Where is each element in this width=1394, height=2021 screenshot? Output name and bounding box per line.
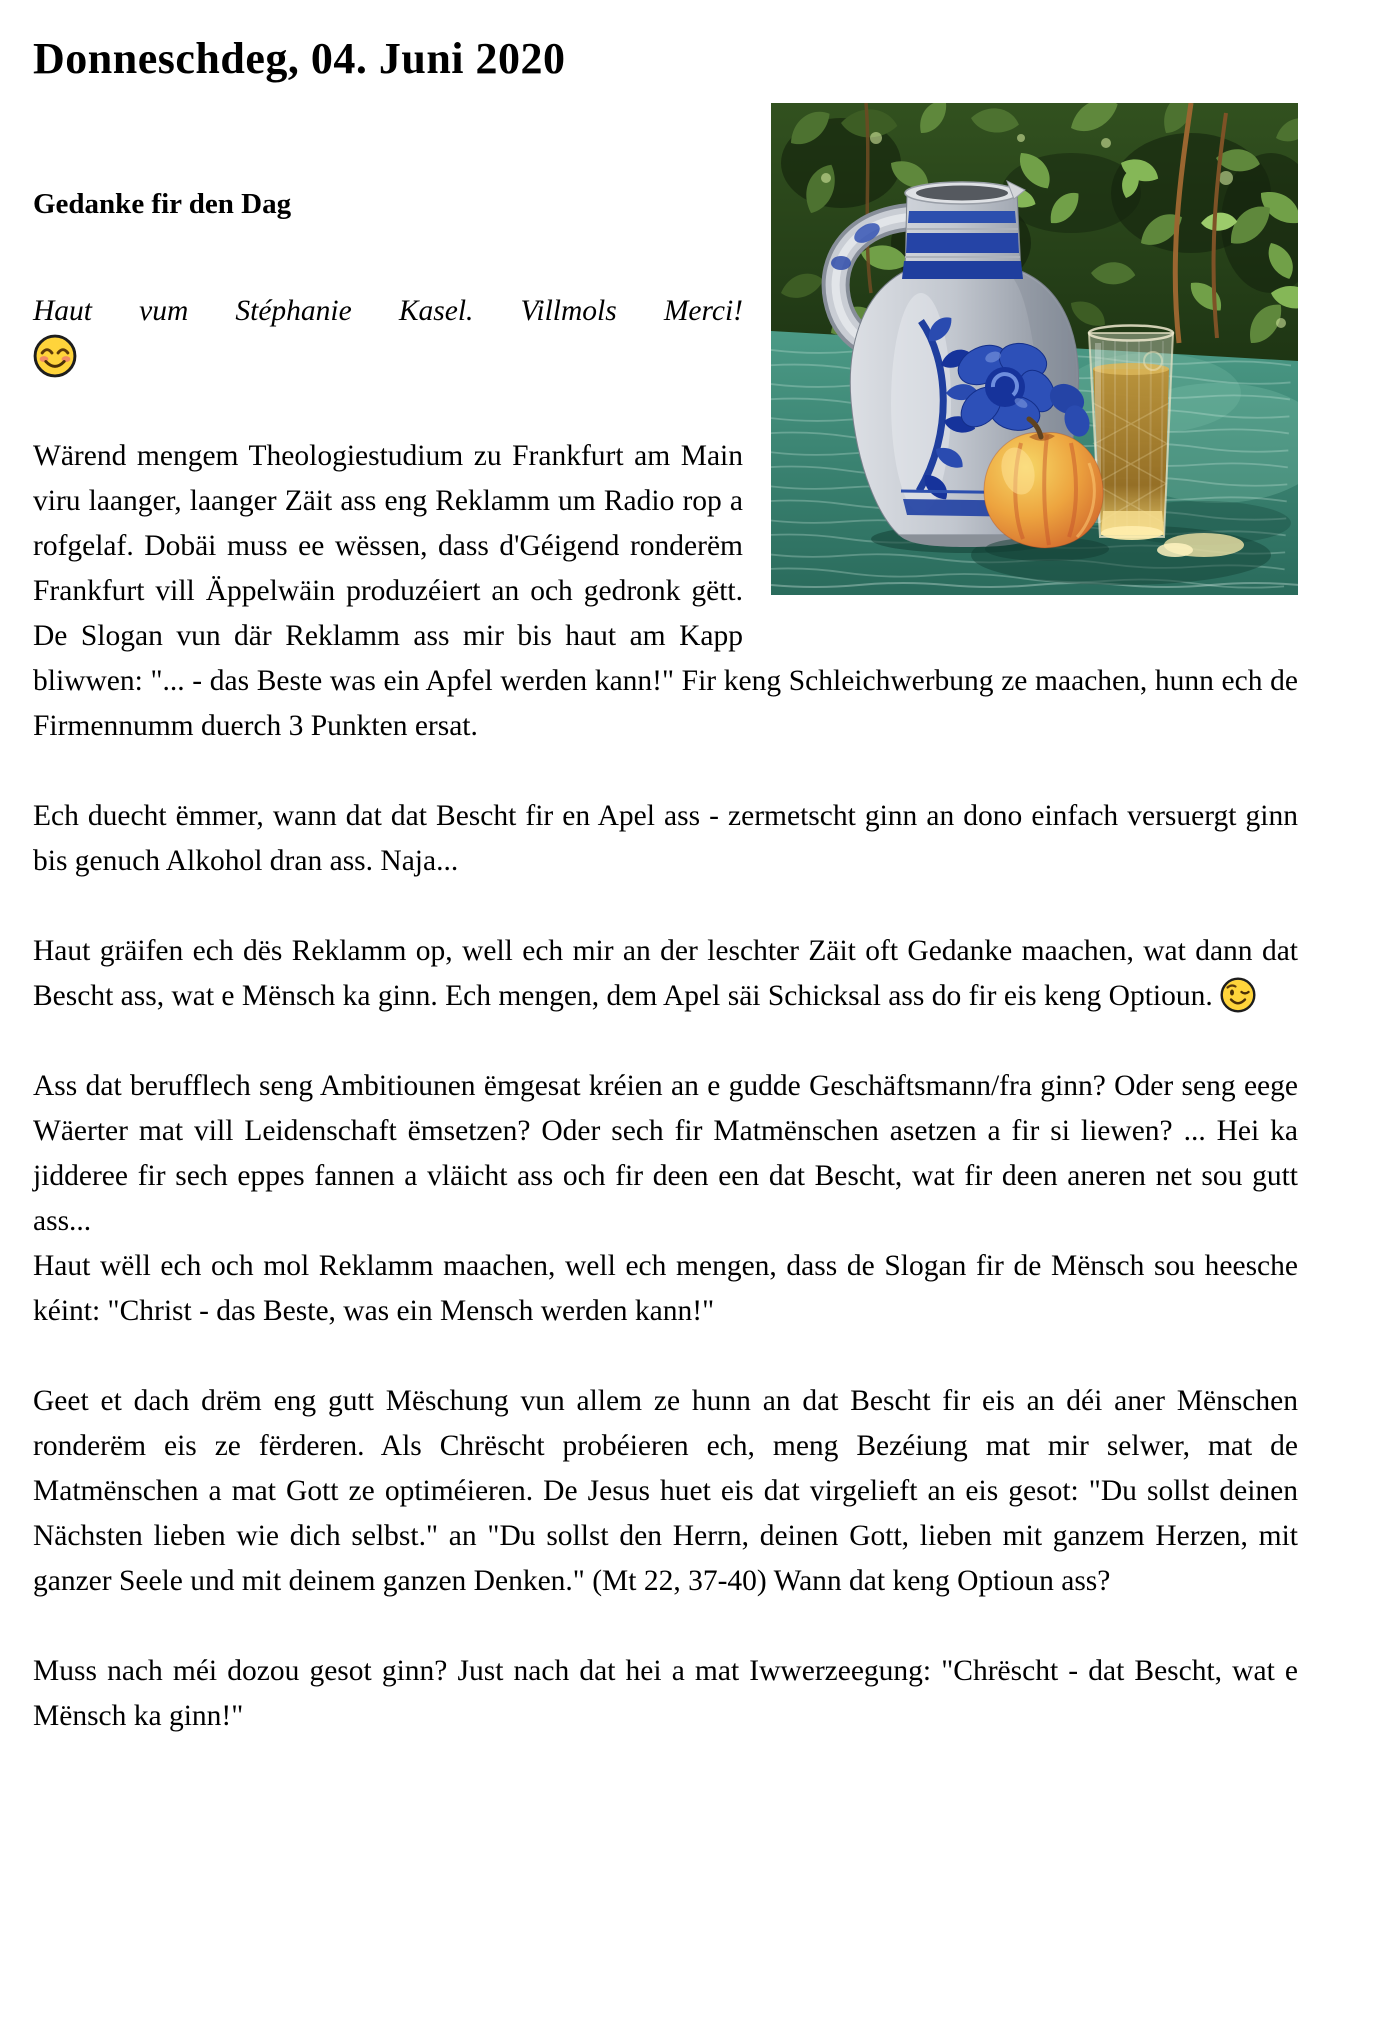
photo-illustration	[771, 103, 1298, 595]
paragraph-4: Ass dat berufflech seng Ambitiounen ëmgesat kréien an e gudde Geschäftsmann/fra ginn? Oder seng eege Wäerter mat vill Leidenschaft ëmsetzen? Oder sech fir Matmënschen asetzen a fir si liewen? ... Hei ka jidderee fir sech eppes fannen a vläicht ass och fir deen een dat Bescht, wat fir deen aneren net sou gutt ass...	[33, 1070, 1298, 1237]
paragraph-2: Ech duecht ëmmer, wann dat dat Bescht fir en Apel ass - zermetscht ginn an dono einfach versuergt ginn bis genuch Alkohol dran ass. Naja...	[33, 800, 1298, 877]
section-heading: Gedanke fir den Dag	[33, 188, 292, 220]
byline-text: Haut vum Stéphanie Kasel. Villmols Merci!	[33, 295, 743, 327]
paragraph-3-text: Haut gräifen ech dës Reklamm op, well ech mir an der leschter Zäit oft Gedanke maachen, wat dann dat Bescht ass, wat e Mënsch ka ginn. Ech mengen, dem Apel säi Schicksal ass do fir eis keng Optioun.	[33, 935, 1298, 1012]
paragraph-3	[33, 929, 1298, 1019]
paragraph-7: Muss nach méi dozou gesot ginn? Just nach dat hei a mat Iwwerzeegung: "Chrëscht - dat Bescht, wat e Mënsch ka ginn!"	[33, 1655, 1298, 1732]
paragraph-5: Haut wëll ech och mol Reklamm maachen, well ech mengen, dass de Slogan fir de Mënsch sou heesche kéint: "Christ - das Beste, was ein Mensch werden kann!"	[33, 1250, 1298, 1327]
page-title: Donneschdeg, 04. Juni 2020	[33, 34, 566, 83]
blush-emoji-icon	[33, 334, 77, 378]
appelwain-photo	[771, 103, 1298, 595]
paragraph-1: Wärend mengem Theologiestudium zu Frankfurt am Main viru laanger, laanger Zäit ass eng Reklamm um Radio rop a rofgelaf. Dobäi muss ee wëssen, dass d'Géigend ronderëm Frankfurt vill Äppelwäin produzéiert an och gedronk gëtt. De Slogan vun där Reklamm ass mir bis haut am Kapp bliwwen: "... - das Beste was ein Apfel werden kann!" Fir keng Schleichwerbung ze maachen, hunn ech de Firmennumm duerch 3 Punkten ersat.	[33, 440, 1298, 742]
wink-emoji-icon	[1220, 977, 1256, 1013]
paragraph-6: Geet et dach drëm eng gutt Mëschung vun allem ze hunn an dat Bescht fir eis an déi aner Mënschen ronderëm eis ze fërderen. Als Chrëscht probéieren ech, meng Bezéiung mat mir selwer, mat de Matmënschen a mat Gott ze optiméieren. De Jesus huet eis dat virgelieft an eis gesot: "Du sollst deinen Nächsten lieben wie dich selbst." an "Du sollst den Herrn, deinen Gott, lieben mit ganzem Herzen, mit ganzer Seele und mit deinem ganzen Denken." (Mt 22, 37-40) Wann dat keng Optioun ass?	[33, 1385, 1298, 1597]
